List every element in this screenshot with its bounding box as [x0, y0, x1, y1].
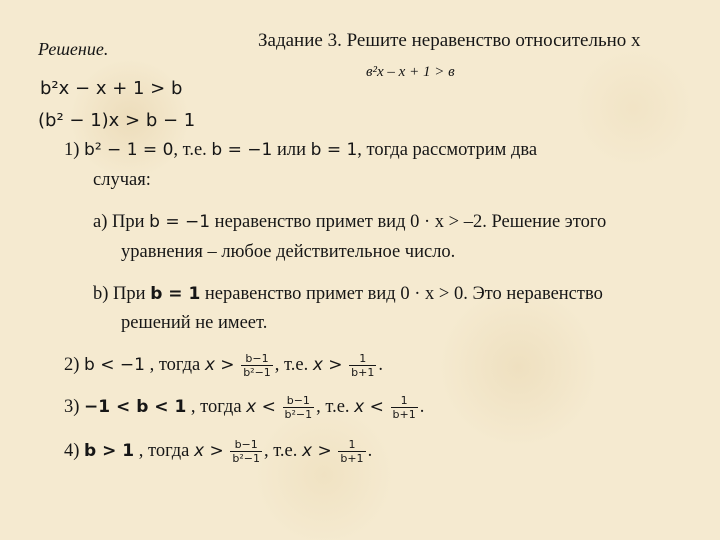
case-a-line: [93, 212, 606, 233]
case-2-end: .: [378, 354, 383, 375]
fraction-numerator: 1: [348, 438, 356, 451]
fraction-numerator: b−1: [245, 352, 269, 365]
fraction-denominator: b+1: [351, 366, 375, 379]
case-3-number: 3): [64, 396, 80, 417]
case-3-fraction-1: [283, 394, 315, 421]
case-1-condition: b² − 1 = 0: [84, 140, 174, 160]
case-2-x: x >: [204, 354, 235, 375]
case-4-number: 4): [64, 440, 80, 461]
case-1-b-minus-one: b = −1: [211, 140, 273, 160]
case-1-text-3: , тогда рассмотрим два: [357, 140, 538, 160]
fraction-numerator: b−1: [286, 394, 310, 407]
task-title: Задание 3. Решите неравенство относительно x: [258, 30, 641, 51]
case-2-text-1: , тогда: [144, 354, 205, 375]
equation-2: (b² − 1)x > b − 1: [38, 110, 196, 131]
case-3-fraction-2: [391, 394, 418, 421]
case-1-line: [64, 140, 537, 161]
task-inequality: в²x – x + 1 > в: [366, 64, 455, 80]
case-3-x-2: x <: [354, 396, 384, 417]
case-a-number: a): [93, 212, 108, 232]
case-4-x-2: x >: [302, 440, 332, 461]
case-3-line: [64, 394, 424, 421]
case-4-end: .: [367, 440, 373, 461]
case-1-text-2: или: [272, 140, 311, 160]
case-b-condition: b = 1: [150, 284, 201, 304]
fraction-denominator: b²−1: [284, 408, 313, 421]
fraction-numerator: 1: [359, 352, 367, 365]
case-2-line: [64, 352, 383, 379]
case-1-line-2: случая:: [93, 170, 151, 190]
case-4-text-1: , тогда: [134, 440, 195, 461]
case-3-text-2: , т.е.: [316, 396, 355, 417]
fraction-denominator: b²−1: [232, 452, 260, 465]
case-3-x: x <: [246, 396, 276, 417]
case-2-text-2: , т.е.: [274, 354, 313, 375]
case-a-line-2: уравнения – любое действительное число.: [121, 242, 456, 262]
case-4-condition: b > 1: [84, 440, 135, 461]
case-2-fraction-1: [241, 352, 273, 379]
case-2-condition: b < −1: [84, 354, 145, 375]
case-2-number: 2): [64, 354, 80, 375]
case-4-text-2: , т.е.: [263, 440, 303, 461]
case-3-end: .: [419, 396, 425, 417]
case-3-text-1: , тогда: [186, 396, 247, 417]
case-4-fraction-1: [230, 438, 262, 465]
case-b-number: b): [93, 284, 109, 304]
case-a-text-1: При: [112, 212, 150, 232]
case-1-text-1: , т.е.: [173, 140, 212, 160]
case-2-x-2: x >: [312, 354, 343, 375]
case-b-text-1: При: [113, 284, 151, 304]
case-b-line: [93, 284, 603, 305]
case-b-line-2: решений не имеет.: [121, 313, 268, 333]
case-3-condition: −1 < b < 1: [84, 396, 187, 417]
fraction-denominator: b²−1: [243, 366, 271, 379]
case-b-text-2: неравенство примет вид 0 · x > 0. Это неравенство: [200, 284, 603, 304]
case-4-line: [64, 438, 372, 465]
fraction-denominator: b+1: [340, 452, 364, 465]
case-4-x: x >: [194, 440, 224, 461]
case-1-number: 1): [64, 140, 80, 160]
solution-label: Решение.: [38, 39, 109, 59]
fraction-denominator: b+1: [392, 408, 416, 421]
fraction-numerator: b−1: [234, 438, 258, 451]
case-4-fraction-2: [338, 438, 365, 465]
case-a-text-2: неравенство примет вид 0 · x > –2. Решение этого: [210, 212, 607, 232]
case-1-b-one: b = 1: [310, 140, 358, 160]
fraction-numerator: 1: [400, 394, 408, 407]
case-a-condition: b = −1: [149, 212, 211, 232]
case-2-fraction-2: [349, 352, 376, 379]
equation-1: b²x − x + 1 > b: [40, 78, 183, 99]
